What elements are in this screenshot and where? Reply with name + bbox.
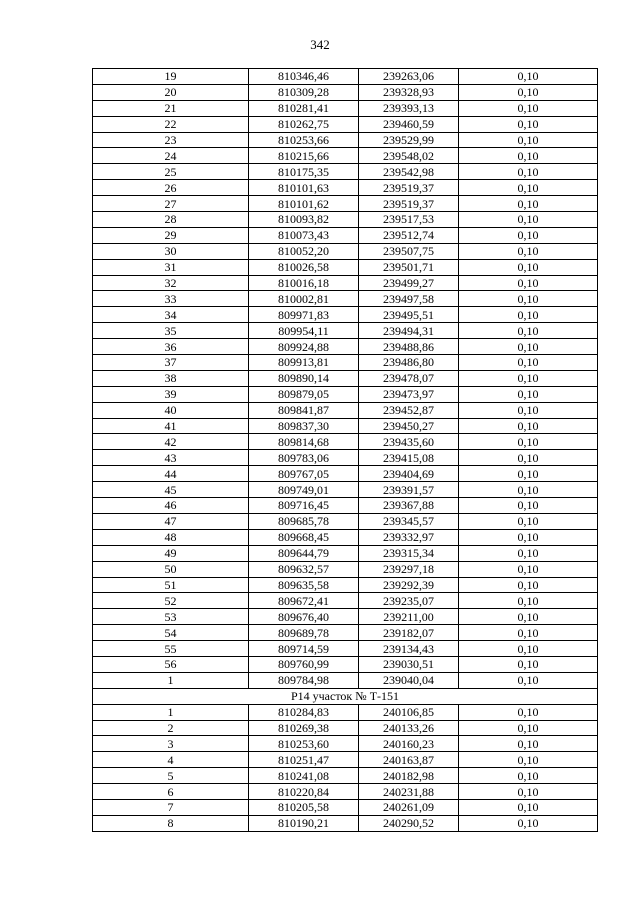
accuracy-cell: 0,10: [459, 513, 598, 529]
accuracy-cell: 0,10: [459, 196, 598, 212]
table-row: [93, 291, 598, 307]
y-coordinate-cell: 239519,37: [359, 196, 459, 212]
point-number-cell: 27: [93, 196, 249, 212]
accuracy-cell: 0,10: [459, 418, 598, 434]
accuracy-cell: 0,10: [459, 672, 598, 688]
x-coordinate-cell: 809644,79: [249, 545, 359, 561]
table-row: [93, 116, 598, 132]
accuracy-cell: 0,10: [459, 593, 598, 609]
point-number-cell: 1: [93, 704, 249, 720]
point-number-cell: 32: [93, 275, 249, 291]
x-coordinate-cell: 809913,81: [249, 355, 359, 371]
table-row: [93, 164, 598, 180]
point-number-cell: 42: [93, 434, 249, 450]
x-coordinate-cell: 809971,83: [249, 307, 359, 323]
y-coordinate-cell: 240160,23: [359, 736, 459, 752]
y-coordinate-cell: 239182,07: [359, 625, 459, 641]
accuracy-cell: 0,10: [459, 450, 598, 466]
accuracy-cell: 0,10: [459, 259, 598, 275]
accuracy-cell: 0,10: [459, 370, 598, 386]
point-number-cell: 51: [93, 577, 249, 593]
table-row: [93, 704, 598, 720]
y-coordinate-cell: 240133,26: [359, 720, 459, 736]
accuracy-cell: 0,10: [459, 529, 598, 545]
y-coordinate-cell: 240290,52: [359, 815, 459, 831]
point-number-cell: 22: [93, 116, 249, 132]
y-coordinate-cell: 239393,13: [359, 100, 459, 116]
x-coordinate-cell: 810190,21: [249, 815, 359, 831]
x-coordinate-cell: 809632,57: [249, 561, 359, 577]
table-row: [93, 307, 598, 323]
y-coordinate-cell: 240231,88: [359, 784, 459, 800]
x-coordinate-cell: 810026,58: [249, 259, 359, 275]
table-row: [93, 545, 598, 561]
table-row: [93, 482, 598, 498]
accuracy-cell: 0,10: [459, 784, 598, 800]
x-coordinate-cell: 810269,38: [249, 720, 359, 736]
point-number-cell: 24: [93, 148, 249, 164]
accuracy-cell: 0,10: [459, 212, 598, 228]
y-coordinate-cell: 239292,39: [359, 577, 459, 593]
accuracy-cell: 0,10: [459, 720, 598, 736]
point-number-cell: 25: [93, 164, 249, 180]
x-coordinate-cell: 809879,05: [249, 386, 359, 402]
x-coordinate-cell: 809749,01: [249, 482, 359, 498]
point-number-cell: 45: [93, 482, 249, 498]
x-coordinate-cell: 810052,20: [249, 243, 359, 259]
accuracy-cell: 0,10: [459, 323, 598, 339]
point-number-cell: 41: [93, 418, 249, 434]
accuracy-cell: 0,10: [459, 307, 598, 323]
table-row: [93, 625, 598, 641]
y-coordinate-cell: 239519,37: [359, 180, 459, 196]
table-row: [93, 132, 598, 148]
accuracy-cell: 0,10: [459, 625, 598, 641]
x-coordinate-cell: 809676,40: [249, 609, 359, 625]
table-row: [93, 752, 598, 768]
x-coordinate-cell: 810262,75: [249, 116, 359, 132]
point-number-cell: 40: [93, 402, 249, 418]
point-number-cell: 3: [93, 736, 249, 752]
y-coordinate-cell: 239030,51: [359, 656, 459, 672]
x-coordinate-cell: 810175,35: [249, 164, 359, 180]
point-number-cell: 46: [93, 498, 249, 514]
accuracy-cell: 0,10: [459, 84, 598, 100]
x-coordinate-cell: 809954,11: [249, 323, 359, 339]
y-coordinate-cell: 239435,60: [359, 434, 459, 450]
table-row: [93, 799, 598, 815]
x-coordinate-cell: 809716,45: [249, 498, 359, 514]
x-coordinate-cell: 809814,68: [249, 434, 359, 450]
table-row: [93, 720, 598, 736]
y-coordinate-cell: 239367,88: [359, 498, 459, 514]
point-number-cell: 34: [93, 307, 249, 323]
point-number-cell: 31: [93, 259, 249, 275]
table-row: [93, 656, 598, 672]
table-row: [93, 275, 598, 291]
accuracy-cell: 0,10: [459, 609, 598, 625]
table-row: [93, 259, 598, 275]
point-number-cell: 6: [93, 784, 249, 800]
point-number-cell: 21: [93, 100, 249, 116]
y-coordinate-cell: 240261,09: [359, 799, 459, 815]
y-coordinate-cell: 239235,07: [359, 593, 459, 609]
y-coordinate-cell: 239460,59: [359, 116, 459, 132]
table-row: [93, 577, 598, 593]
x-coordinate-cell: 810073,43: [249, 227, 359, 243]
table-row: [93, 672, 598, 688]
point-number-cell: 48: [93, 529, 249, 545]
y-coordinate-cell: 239263,06: [359, 69, 459, 85]
accuracy-cell: 0,10: [459, 434, 598, 450]
table-row: [93, 529, 598, 545]
table-row: [93, 815, 598, 831]
table-row: [93, 212, 598, 228]
x-coordinate-cell: 809668,45: [249, 529, 359, 545]
point-number-cell: 4: [93, 752, 249, 768]
x-coordinate-cell: 810241,08: [249, 768, 359, 784]
y-coordinate-cell: 240163,87: [359, 752, 459, 768]
point-number-cell: 47: [93, 513, 249, 529]
y-coordinate-cell: 239040,04: [359, 672, 459, 688]
point-number-cell: 26: [93, 180, 249, 196]
point-number-cell: 36: [93, 339, 249, 355]
y-coordinate-cell: 239315,34: [359, 545, 459, 561]
y-coordinate-cell: 239404,69: [359, 466, 459, 482]
table-row: [93, 450, 598, 466]
accuracy-cell: 0,10: [459, 180, 598, 196]
table-row: [93, 339, 598, 355]
accuracy-cell: 0,10: [459, 355, 598, 371]
point-number-cell: 38: [93, 370, 249, 386]
x-coordinate-cell: 810205,58: [249, 799, 359, 815]
coordinates-table-body-a: [93, 69, 598, 689]
point-number-cell: 53: [93, 609, 249, 625]
y-coordinate-cell: 239486,80: [359, 355, 459, 371]
y-coordinate-cell: 239488,86: [359, 339, 459, 355]
x-coordinate-cell: 809685,78: [249, 513, 359, 529]
table-row: [93, 370, 598, 386]
table-row: [93, 434, 598, 450]
accuracy-cell: 0,10: [459, 386, 598, 402]
x-coordinate-cell: 810309,28: [249, 84, 359, 100]
accuracy-cell: 0,10: [459, 164, 598, 180]
y-coordinate-cell: 239542,98: [359, 164, 459, 180]
y-coordinate-cell: 239548,02: [359, 148, 459, 164]
y-coordinate-cell: 239495,51: [359, 307, 459, 323]
table-row: [93, 355, 598, 371]
accuracy-cell: 0,10: [459, 339, 598, 355]
y-coordinate-cell: 239450,27: [359, 418, 459, 434]
accuracy-cell: 0,10: [459, 482, 598, 498]
table-row: [93, 148, 598, 164]
point-number-cell: 49: [93, 545, 249, 561]
y-coordinate-cell: 239501,71: [359, 259, 459, 275]
accuracy-cell: 0,10: [459, 466, 598, 482]
point-number-cell: 28: [93, 212, 249, 228]
x-coordinate-cell: 810101,62: [249, 196, 359, 212]
table-row: [93, 243, 598, 259]
accuracy-cell: 0,10: [459, 291, 598, 307]
x-coordinate-cell: 809767,05: [249, 466, 359, 482]
x-coordinate-cell: 809841,87: [249, 402, 359, 418]
point-number-cell: 52: [93, 593, 249, 609]
y-coordinate-cell: 239517,53: [359, 212, 459, 228]
x-coordinate-cell: 809635,58: [249, 577, 359, 593]
point-number-cell: 1: [93, 672, 249, 688]
accuracy-cell: 0,10: [459, 736, 598, 752]
x-coordinate-cell: 810281,41: [249, 100, 359, 116]
y-coordinate-cell: 239473,97: [359, 386, 459, 402]
x-coordinate-cell: 810253,60: [249, 736, 359, 752]
accuracy-cell: 0,10: [459, 100, 598, 116]
point-number-cell: 44: [93, 466, 249, 482]
point-number-cell: 35: [93, 323, 249, 339]
point-number-cell: 5: [93, 768, 249, 784]
accuracy-cell: 0,10: [459, 704, 598, 720]
accuracy-cell: 0,10: [459, 402, 598, 418]
accuracy-cell: 0,10: [459, 243, 598, 259]
table-row: [93, 69, 598, 85]
table-row: [93, 466, 598, 482]
point-number-cell: 39: [93, 386, 249, 402]
table-row: [93, 402, 598, 418]
point-number-cell: 50: [93, 561, 249, 577]
accuracy-cell: 0,10: [459, 69, 598, 85]
y-coordinate-cell: 239507,75: [359, 243, 459, 259]
point-number-cell: 30: [93, 243, 249, 259]
x-coordinate-cell: 810215,66: [249, 148, 359, 164]
point-number-cell: 23: [93, 132, 249, 148]
table-row: [93, 323, 598, 339]
y-coordinate-cell: 239345,57: [359, 513, 459, 529]
x-coordinate-cell: 810346,46: [249, 69, 359, 85]
point-number-cell: 43: [93, 450, 249, 466]
y-coordinate-cell: 239211,00: [359, 609, 459, 625]
x-coordinate-cell: 809672,41: [249, 593, 359, 609]
point-number-cell: 7: [93, 799, 249, 815]
point-number-cell: 37: [93, 355, 249, 371]
table-row: [93, 513, 598, 529]
table-row: [93, 498, 598, 514]
point-number-cell: 56: [93, 656, 249, 672]
x-coordinate-cell: 810284,83: [249, 704, 359, 720]
table-row: [93, 386, 598, 402]
x-coordinate-cell: 810016,18: [249, 275, 359, 291]
x-coordinate-cell: 809714,59: [249, 641, 359, 657]
accuracy-cell: 0,10: [459, 148, 598, 164]
accuracy-cell: 0,10: [459, 116, 598, 132]
point-number-cell: 54: [93, 625, 249, 641]
x-coordinate-cell: 809783,06: [249, 450, 359, 466]
accuracy-cell: 0,10: [459, 577, 598, 593]
y-coordinate-cell: 239332,97: [359, 529, 459, 545]
x-coordinate-cell: 810253,66: [249, 132, 359, 148]
table-row: [93, 768, 598, 784]
point-number-cell: 29: [93, 227, 249, 243]
y-coordinate-cell: 239494,31: [359, 323, 459, 339]
accuracy-cell: 0,10: [459, 561, 598, 577]
x-coordinate-cell: 809890,14: [249, 370, 359, 386]
x-coordinate-cell: 810251,47: [249, 752, 359, 768]
point-number-cell: 55: [93, 641, 249, 657]
y-coordinate-cell: 239134,43: [359, 641, 459, 657]
y-coordinate-cell: 239452,87: [359, 402, 459, 418]
point-number-cell: 20: [93, 84, 249, 100]
accuracy-cell: 0,10: [459, 227, 598, 243]
accuracy-cell: 0,10: [459, 132, 598, 148]
x-coordinate-cell: 809760,99: [249, 656, 359, 672]
accuracy-cell: 0,10: [459, 799, 598, 815]
coordinates-table-body-b: [93, 704, 598, 831]
point-number-cell: 2: [93, 720, 249, 736]
section-row: [93, 688, 598, 704]
accuracy-cell: 0,10: [459, 768, 598, 784]
x-coordinate-cell: 810002,81: [249, 291, 359, 307]
table-row: [93, 418, 598, 434]
y-coordinate-cell: 240106,85: [359, 704, 459, 720]
table-row: [93, 593, 598, 609]
y-coordinate-cell: 239497,58: [359, 291, 459, 307]
table-row: [93, 196, 598, 212]
x-coordinate-cell: 809689,78: [249, 625, 359, 641]
y-coordinate-cell: 239529,99: [359, 132, 459, 148]
x-coordinate-cell: 810220,84: [249, 784, 359, 800]
table-row: [93, 609, 598, 625]
y-coordinate-cell: 239391,57: [359, 482, 459, 498]
y-coordinate-cell: 239415,08: [359, 450, 459, 466]
y-coordinate-cell: 239328,93: [359, 84, 459, 100]
coordinates-table: [92, 68, 598, 832]
y-coordinate-cell: 239499,27: [359, 275, 459, 291]
accuracy-cell: 0,10: [459, 275, 598, 291]
table-row: [93, 84, 598, 100]
y-coordinate-cell: 240182,98: [359, 768, 459, 784]
y-coordinate-cell: 239512,74: [359, 227, 459, 243]
table-row: [93, 100, 598, 116]
accuracy-cell: 0,10: [459, 641, 598, 657]
accuracy-cell: 0,10: [459, 656, 598, 672]
x-coordinate-cell: 809837,30: [249, 418, 359, 434]
accuracy-cell: 0,10: [459, 498, 598, 514]
accuracy-cell: 0,10: [459, 545, 598, 561]
page-number: 342: [310, 37, 330, 52]
x-coordinate-cell: 810093,82: [249, 212, 359, 228]
table-row: [93, 736, 598, 752]
point-number-cell: 33: [93, 291, 249, 307]
x-coordinate-cell: 810101,63: [249, 180, 359, 196]
table-row: [93, 641, 598, 657]
table-row: [93, 784, 598, 800]
table-row: [93, 561, 598, 577]
accuracy-cell: 0,10: [459, 815, 598, 831]
point-number-cell: 8: [93, 815, 249, 831]
accuracy-cell: 0,10: [459, 752, 598, 768]
y-coordinate-cell: 239297,18: [359, 561, 459, 577]
x-coordinate-cell: 809784,98: [249, 672, 359, 688]
x-coordinate-cell: 809924,88: [249, 339, 359, 355]
point-number-cell: 19: [93, 69, 249, 85]
y-coordinate-cell: 239478,07: [359, 370, 459, 386]
table-row: [93, 227, 598, 243]
section-title: Р14 участок № Т-151: [93, 688, 598, 704]
table-row: [93, 180, 598, 196]
